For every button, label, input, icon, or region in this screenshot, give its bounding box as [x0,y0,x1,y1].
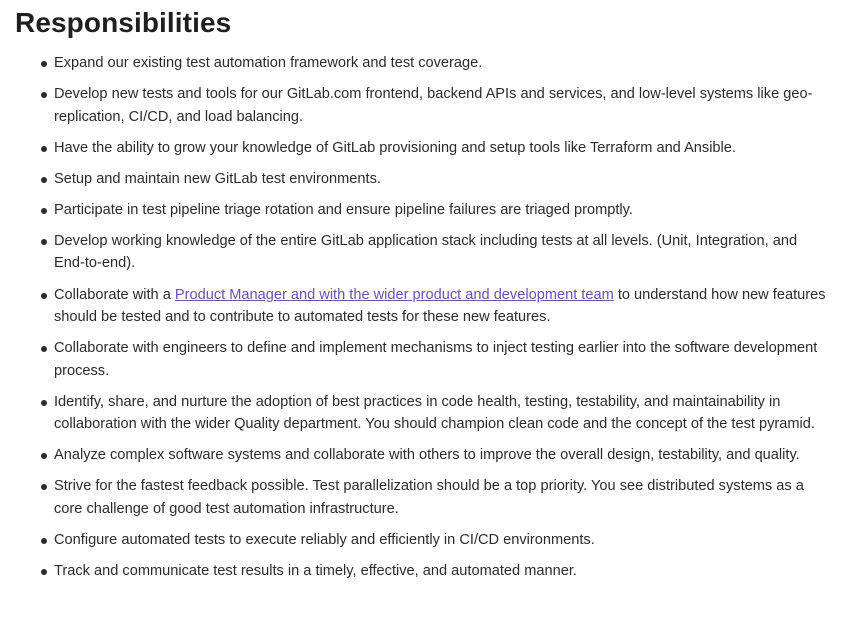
bullet-icon [41,400,47,406]
list-item-text: Collaborate with engineers to define and implement mechanisms to inject testing earlier into the software development process. [54,340,818,379]
responsibilities-list [15,52,830,583]
bullet-icon [41,569,47,575]
list-item [15,230,830,275]
bullet-icon [41,92,47,98]
bullet-icon [41,61,47,67]
list-item [15,337,830,382]
list-item-text: Develop working knowledge of the entire GitLab application stack including tests at all levels. (Unit, Integration, and End-to-end). [54,232,798,272]
list-item [15,391,830,436]
bullet-icon [41,293,47,299]
list-item-text-after: to understand how new features should be tested and to contribute to automated tests for these new features. [54,286,826,326]
list-item [15,560,830,583]
bullet-icon [41,346,47,352]
list-item [15,83,830,128]
bullet-icon [41,177,47,183]
list-item-text-before: Collaborate with a [54,286,175,303]
list-item-text: Expand our existing test automation framework and test coverage. [54,55,483,71]
list-item-text: Track and communicate test results in a timely, effective, and automated manner. [54,563,577,580]
bullet-icon [41,484,47,490]
list-item [15,529,830,552]
list-item-text: Participate in test pipeline triage rotation and ensure pipeline failures are triaged promptly. [54,201,633,218]
section-heading: Responsibilities [15,7,232,38]
bullet-icon [41,208,47,214]
bullet-icon [41,453,47,459]
product-manager-link[interactable]: Product Manager and with the wider product and development team [174,286,614,303]
list-item-text: Analyze complex software systems and collaborate with others to improve the overall design, testability, and quality. [54,447,800,464]
list-item [15,199,830,222]
list-item-text: Identify, share, and nurture the adoption of best practices in code health, testing, testability, and maintainability in collaboration with the wider Quality department. You should champion clean code and the concept of the test pyramid. [54,393,815,433]
list-item [15,168,830,191]
list-item-text: Setup and maintain new GitLab test environments. [54,170,381,187]
list-item [15,475,830,520]
list-item [15,137,830,160]
bullet-icon [41,538,47,544]
list-item-text: Configure automated tests to execute reliably and efficiently in CI/CD environments. [54,532,595,549]
list-item [15,284,830,329]
list-item [15,444,830,467]
list-item-text: Develop new tests and tools for our GitLab.com frontend, backend APIs and services, and low-level systems like geo-replication, CI/CD, and load balancing. [54,86,813,125]
bullet-icon [41,146,47,152]
list-item-text: Strive for the fastest feedback possible. Test parallelization should be a top priority. You see distributed systems as a core challenge of good test automation infrastructure. [54,478,804,517]
bullet-icon [41,239,47,245]
list-item [15,52,830,75]
list-item-text: Have the ability to grow your knowledge of GitLab provisioning and setup tools like Terraform and Ansible. [54,139,736,156]
